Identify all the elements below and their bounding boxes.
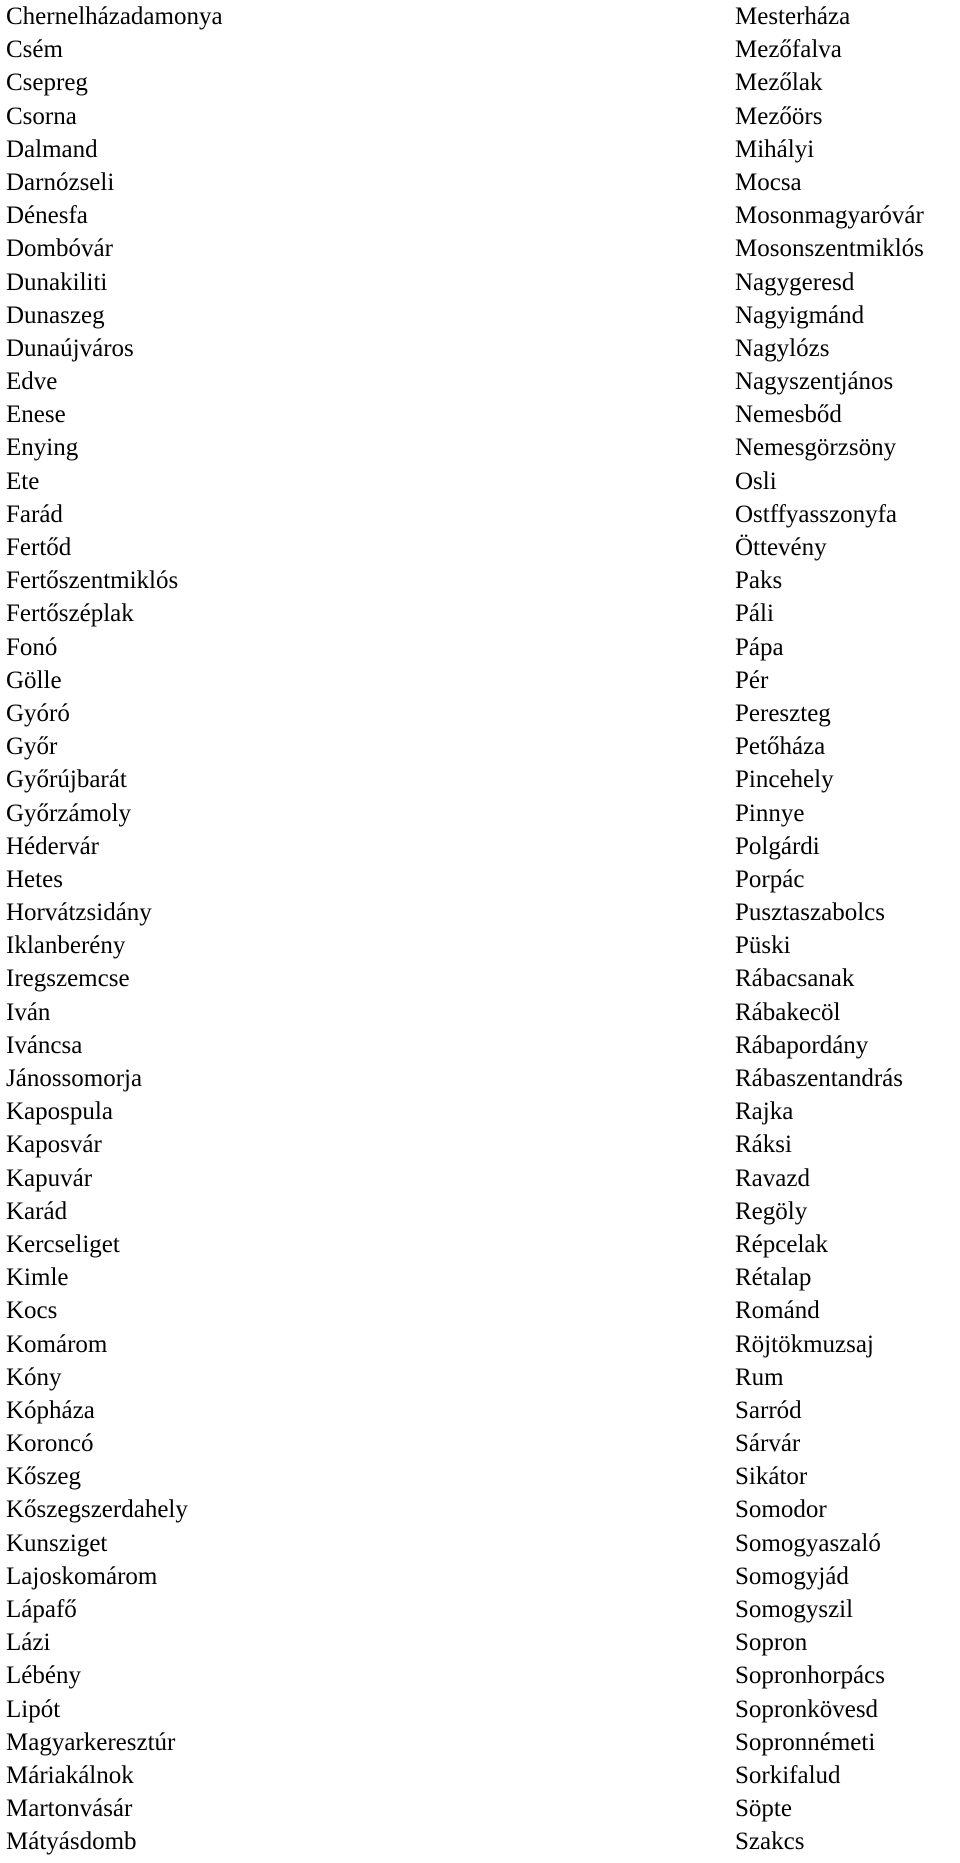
place-name: Darnózseli bbox=[6, 168, 115, 196]
place-name: Söpte bbox=[735, 1795, 792, 1823]
place-name: Kocs bbox=[6, 1297, 58, 1325]
place-name: Rábaszentandrás bbox=[735, 1065, 903, 1092]
place-name: Komárom bbox=[6, 1330, 108, 1358]
place-name: Ravazd bbox=[735, 1164, 810, 1192]
place-name: Rábapordány bbox=[735, 1031, 869, 1059]
place-name: Nagygeresd bbox=[735, 268, 855, 296]
place-name: Somogyszil bbox=[735, 1596, 854, 1623]
place-name: Somodor bbox=[735, 1496, 827, 1524]
place-name: Máriakálnok bbox=[6, 1761, 134, 1789]
right-column-list bbox=[735, 0, 924, 1859]
place-name: Röjtökmuzsaj bbox=[735, 1330, 874, 1358]
place-name: Dunaszeg bbox=[6, 301, 105, 329]
place-name: Osli bbox=[735, 467, 777, 495]
place-name: Kőszeg bbox=[6, 1463, 81, 1491]
place-name: Pincehely bbox=[735, 766, 834, 794]
place-name: Győrzámoly bbox=[6, 799, 131, 827]
place-name: Dalmand bbox=[6, 135, 98, 163]
place-name: Kaposvár bbox=[6, 1131, 102, 1159]
place-name: Edve bbox=[6, 368, 58, 396]
place-name: Sorkifalud bbox=[735, 1761, 841, 1789]
place-name: Mihályi bbox=[735, 135, 815, 163]
place-name: Kercseliget bbox=[6, 1230, 120, 1258]
place-name: Fertőd bbox=[6, 534, 72, 561]
place-name: Győrújbarát bbox=[6, 766, 127, 794]
left-column-list bbox=[6, 0, 223, 1859]
place-name: Fertőszentmiklós bbox=[6, 567, 179, 595]
place-name: Győr bbox=[6, 733, 58, 761]
place-name: Rábakecöl bbox=[735, 998, 841, 1026]
place-name: Sárvár bbox=[735, 1430, 801, 1458]
place-name: Sopronkövesd bbox=[735, 1695, 879, 1723]
place-name: Iváncsa bbox=[6, 1031, 83, 1059]
place-name: Kunsziget bbox=[6, 1529, 108, 1557]
place-name: Mezőörs bbox=[735, 102, 823, 130]
place-name: Enying bbox=[6, 434, 79, 462]
place-name: Kópháza bbox=[6, 1396, 95, 1424]
place-name: Paks bbox=[735, 567, 783, 595]
place-name: Mosonszentmiklós bbox=[735, 235, 924, 263]
place-name: Lébény bbox=[6, 1662, 81, 1690]
place-name: Ete bbox=[6, 467, 40, 495]
place-name: Regöly bbox=[735, 1197, 808, 1225]
place-name: Horvátzsidány bbox=[6, 899, 152, 927]
place-name: Szakcs bbox=[735, 1828, 805, 1856]
place-name: Répcelak bbox=[735, 1230, 829, 1258]
place-name: Kapospula bbox=[6, 1098, 113, 1126]
place-name: Lápafő bbox=[6, 1596, 77, 1623]
place-name: Jánossomorja bbox=[6, 1065, 143, 1092]
place-name: Polgárdi bbox=[735, 832, 820, 860]
place-name: Mezőfalva bbox=[735, 36, 842, 64]
place-name: Rétalap bbox=[735, 1264, 812, 1292]
place-name: Sikátor bbox=[735, 1463, 808, 1491]
place-name: Csorna bbox=[6, 102, 77, 130]
place-name: Csepreg bbox=[6, 69, 88, 97]
place-name: Kimle bbox=[6, 1264, 69, 1292]
place-name: Gyóró bbox=[6, 699, 70, 727]
place-name: Sopron bbox=[735, 1629, 808, 1657]
place-name: Porpác bbox=[735, 865, 805, 893]
place-name: Mezőlak bbox=[735, 69, 823, 97]
place-name: Iván bbox=[6, 998, 51, 1026]
place-name: Magyarkeresztúr bbox=[6, 1728, 176, 1756]
place-name: Pápa bbox=[735, 633, 784, 661]
place-name: Pér bbox=[735, 666, 769, 694]
place-name: Sopronnémeti bbox=[735, 1728, 876, 1756]
place-name: Lajoskomárom bbox=[6, 1562, 158, 1590]
place-name: Gölle bbox=[6, 666, 62, 694]
place-name: Fonó bbox=[6, 633, 58, 661]
place-name: Pusztaszabolcs bbox=[735, 899, 885, 927]
place-name: Mesterháza bbox=[735, 3, 851, 30]
place-name: Ostffyasszonyfa bbox=[735, 500, 897, 528]
place-name: Öttevény bbox=[735, 534, 827, 561]
place-name: Koroncó bbox=[6, 1430, 94, 1458]
place-name: Lipót bbox=[6, 1695, 61, 1723]
place-name: Sarród bbox=[735, 1396, 802, 1424]
place-name: Hédervár bbox=[6, 832, 99, 860]
place-name: Fertőszéplak bbox=[6, 600, 134, 628]
place-name: Farád bbox=[6, 500, 63, 528]
place-name: Chernelházadamonya bbox=[6, 3, 223, 30]
place-name: Kapuvár bbox=[6, 1164, 93, 1192]
place-name: Kőszegszerdahely bbox=[6, 1496, 188, 1524]
place-name: Petőháza bbox=[735, 733, 826, 761]
place-name: Ráksi bbox=[735, 1131, 792, 1159]
place-name: Mosonmagyaróvár bbox=[735, 202, 924, 230]
place-name: Rábacsanak bbox=[735, 965, 855, 993]
place-name: Mocsa bbox=[735, 168, 802, 196]
place-name: Iklanberény bbox=[6, 932, 126, 960]
place-name: Rum bbox=[735, 1363, 784, 1391]
place-name: Sopronhorpács bbox=[735, 1662, 885, 1690]
place-name: Somogyaszaló bbox=[735, 1529, 881, 1557]
place-name: Dénesfa bbox=[6, 202, 88, 230]
place-name: Románd bbox=[735, 1297, 820, 1325]
place-name: Páli bbox=[735, 600, 774, 628]
place-name: Mátyásdomb bbox=[6, 1828, 137, 1856]
place-name: Nagyigmánd bbox=[735, 301, 865, 329]
place-name: Nemesgörzsöny bbox=[735, 434, 897, 462]
place-name: Karád bbox=[6, 1197, 68, 1225]
place-name: Somogyjád bbox=[735, 1562, 849, 1590]
place-name: Dunaújváros bbox=[6, 334, 134, 362]
place-name: Hetes bbox=[6, 865, 63, 893]
place-name: Rajka bbox=[735, 1098, 794, 1126]
place-name: Nagyszentjános bbox=[735, 368, 894, 396]
place-name: Pereszteg bbox=[735, 699, 831, 727]
place-name: Dunakiliti bbox=[6, 268, 108, 296]
place-name: Lázi bbox=[6, 1629, 51, 1657]
place-name: Dombóvár bbox=[6, 235, 113, 263]
place-name: Csém bbox=[6, 36, 63, 64]
place-name: Nemesbőd bbox=[735, 401, 842, 429]
place-name: Iregszemcse bbox=[6, 965, 130, 993]
place-name: Martonvásár bbox=[6, 1795, 133, 1823]
place-name: Enese bbox=[6, 401, 66, 429]
place-name: Nagylózs bbox=[735, 334, 830, 362]
place-name: Pinnye bbox=[735, 799, 805, 827]
place-name: Püski bbox=[735, 932, 791, 960]
place-name: Kóny bbox=[6, 1363, 62, 1391]
